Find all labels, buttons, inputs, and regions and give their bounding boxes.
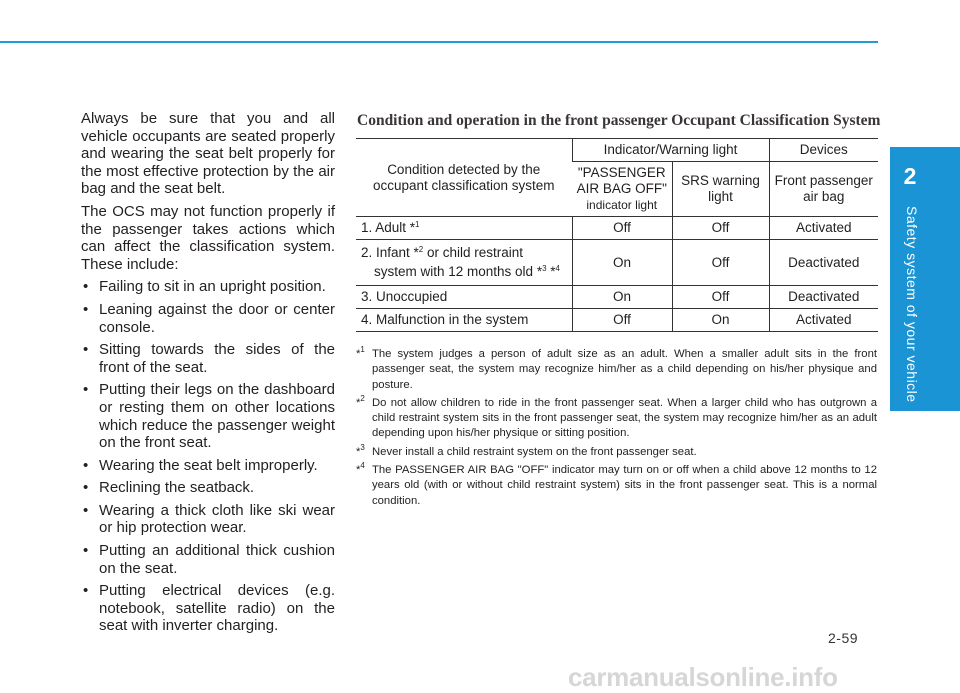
bullet-icon: •: [83, 278, 89, 296]
list-item: • Wearing a thick cloth like ski wear or hip protection wear.: [83, 501, 335, 537]
header-pab-off-label: "PASSENGER AIR BAG OFF": [576, 165, 667, 196]
header-rule: [0, 41, 878, 43]
list-item: • Failing to sit in an upright position.: [83, 278, 326, 296]
list-item: • Reclining the seatback.: [83, 479, 255, 497]
footnote: *$^3$ Never install a child restraint system on the front passenger seat.: [356, 445, 877, 460]
bullet-icon: •: [83, 582, 89, 600]
row-airbag: Deactivated: [769, 240, 878, 286]
bullet-icon: •: [83, 341, 89, 359]
row-airbag: Activated: [769, 217, 878, 240]
header-indicator-group: Indicator/Warning light: [572, 139, 769, 162]
bullet-icon: •: [83, 501, 89, 519]
behavior-list: [81, 278, 335, 635]
list-item: • Putting an additional thick cushion on the seat.: [83, 542, 335, 577]
row-pab-off: Off: [572, 309, 672, 332]
bullet-icon: •: [83, 542, 89, 560]
section-title: Condition and operation in the front passenger Occupant Classification System: [357, 112, 881, 129]
list-item: • Putting their legs on the dashboard or resting them on other locations which reduce the passenger weight on the front seat.: [83, 381, 335, 452]
header-airbag: Front passenger air bag: [769, 162, 878, 217]
row-airbag: Deactivated: [769, 286, 878, 309]
table-row: [356, 240, 878, 286]
row-pab-off: Off: [572, 217, 672, 240]
list-item: • Wearing the seat belt improperly.: [83, 456, 318, 474]
list-item: • Leaning against the door or center console.: [83, 300, 335, 336]
footnote: *$^1$ The system judges a person of adult size as an adult. When a smaller adult sits in the front passenger seat, the system may recognize him/her as a child depending on his/her physique and posture.: [356, 345, 877, 391]
table-row: [356, 217, 878, 240]
watermark: carmanualsonline.info: [568, 662, 838, 692]
row-srs: Off: [672, 217, 769, 240]
row-pab-off: On: [572, 286, 672, 309]
header-pab-off-sub: indicator light: [586, 198, 658, 212]
footnote: *$^4$ The PASSENGER AIR BAG "OFF" indicator may turn on or off when a child above 12 months to 12 years old (with or without child restraint system) sits in the front passenger seat. This is a normal condition.: [356, 461, 877, 507]
bullet-icon: •: [83, 381, 89, 399]
header-devices-group: Devices: [769, 139, 878, 162]
row-srs: Off: [672, 240, 769, 286]
header-condition: Condition detected by the occupant classification system: [356, 139, 572, 217]
row-pab-off: On: [572, 240, 672, 286]
row-condition: 3. Unoccupied: [356, 286, 572, 309]
table-row: [356, 286, 878, 309]
row-condition: 1. Adult *$^1$: [356, 217, 572, 240]
footnote: *$^2$ Do not allow children to ride in the front passenger seat. When a larger child who has outgrown a child restraint system sits in the front passenger seat, the system may recognize him/her as an adult depending upon his/her physique or sitting position.: [356, 393, 877, 440]
footnote-mark: *$^2$: [356, 393, 365, 409]
page-number: 2-59: [828, 630, 859, 646]
row-srs: Off: [672, 286, 769, 309]
chapter-title: Safety system of your vehicle: [904, 206, 920, 403]
bullet-icon: •: [83, 300, 89, 318]
bullet-icon: •: [83, 456, 89, 474]
intro-paragraph: Always be sure that you and all vehicle occupants are seated properly and wearing the seat belt properly for the most effective protection by the air bag and the seat belt.: [81, 110, 335, 198]
intro-paragraph: The OCS may not function properly if the passenger takes actions which can affect the classification system. These include:: [81, 202, 335, 273]
row-condition: 2. Infant *$^2$ or child restraint system with 12 months old *$^3$ *$^4$: [356, 240, 572, 286]
row-srs: On: [672, 309, 769, 332]
footnote-mark: *$^1$: [356, 345, 365, 360]
row-condition: 4. Malfunction in the system: [356, 309, 572, 332]
footnote-mark: *$^3$: [356, 442, 365, 458]
table-row: [356, 309, 878, 332]
ocs-table: [356, 138, 878, 332]
list-item: • Sitting towards the sides of the front of the seat.: [83, 341, 335, 376]
footnote-mark: *$^4$: [356, 461, 365, 477]
row-airbag: Activated: [769, 309, 878, 332]
left-column: [81, 110, 335, 640]
header-pab-off: [572, 162, 672, 217]
list-item: • Putting electrical devices (e.g. notebook, satellite radio) on the seat with inverter charging.: [83, 582, 335, 635]
footnotes: [356, 347, 877, 512]
chapter-number: 2: [903, 163, 917, 189]
header-srs: SRS warning light: [672, 162, 769, 217]
table-header-row: [356, 139, 878, 162]
bullet-icon: •: [83, 479, 89, 497]
